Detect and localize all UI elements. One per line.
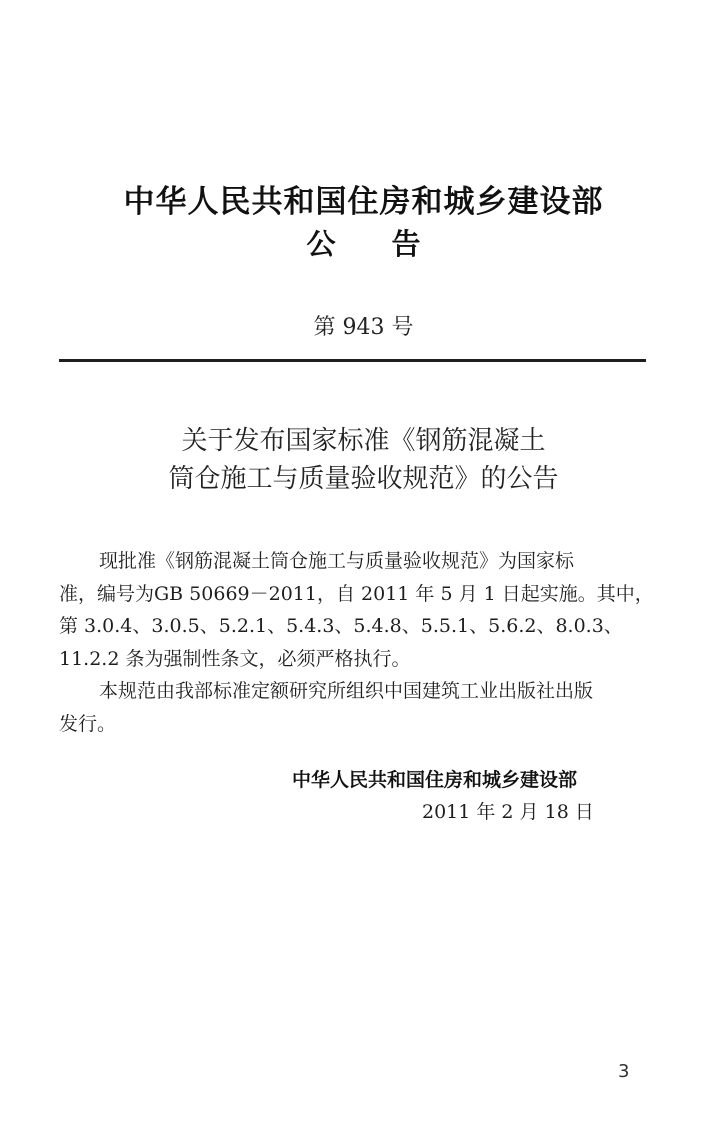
body-line: 本规范由我部标准定额研究所组织中国建筑工业出版社出版	[99, 680, 594, 702]
issue-date: 2011 年 2 月 18 日	[422, 801, 594, 823]
body-line: 第 3.0.4、3.0.5、5.2.1、5.4.3、5.4.8、5.5.1、5.6.2、8.0.3、	[59, 615, 623, 637]
ministry-title: 中华人民共和国住房和城乡建设部	[123, 184, 604, 220]
notice-char-2: 告	[391, 227, 421, 261]
notice-number: 第 943 号	[313, 315, 414, 340]
notice-heading	[0, 222, 727, 266]
body-line: 发行。	[59, 712, 117, 735]
body-line: 准，编号为GB 50669－2011，自 2011 年 5 月 1 日起实施。其中，	[59, 582, 654, 605]
page-number: 3	[618, 1061, 630, 1082]
horizontal-rule	[59, 359, 646, 362]
notice-subject	[0, 422, 727, 498]
subject-line-2: 筒仓施工与质量验收规范》的公告	[168, 464, 559, 494]
body-paragraph-2	[59, 675, 649, 740]
notice-char-1: 公	[306, 227, 336, 261]
subject-line-1: 关于发布国家标准《钢筋混凝土	[181, 426, 546, 456]
notice-body	[59, 545, 654, 740]
body-line: 现批准《钢筋混凝土筒仓施工与质量验收规范》为国家标	[99, 550, 575, 572]
body-paragraph-1	[59, 545, 654, 675]
body-line: 11.2.2 条为强制性条文，必须严格执行。	[59, 647, 411, 670]
issuer-signature: 中华人民共和国住房和城乡建设部	[292, 769, 578, 791]
